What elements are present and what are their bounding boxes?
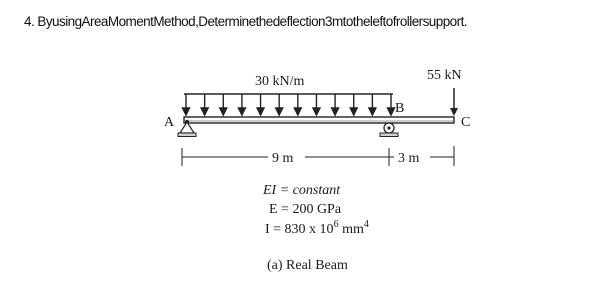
property-e: E = 200 GPa [269, 202, 342, 217]
property-i [265, 219, 369, 237]
property-i-exp1: 6 [333, 219, 339, 230]
distributed-load-arrowhead [220, 108, 227, 115]
point-load-label: 55 kN [427, 68, 462, 83]
beam [184, 117, 454, 123]
distributed-load-arrows [183, 94, 395, 115]
property-ei: EI = constant [263, 183, 341, 198]
distributed-load-arrowhead [294, 108, 301, 115]
point-b-label: B [395, 101, 405, 116]
distributed-load-arrowhead [276, 108, 283, 115]
problem-number: 4. [24, 14, 35, 29]
property-i-main: I = 830 x 10 [265, 222, 334, 237]
point-a-label: A [164, 115, 175, 130]
distributed-load-arrowhead [332, 108, 339, 115]
property-i-exp2: 4 [363, 219, 369, 230]
roller-support-b [380, 123, 398, 137]
distributed-load-arrowhead [369, 108, 376, 115]
point-c-label: C [461, 115, 471, 130]
point-load-arrow [450, 88, 458, 116]
distributed-load-arrowhead [257, 108, 264, 115]
dimension-overhang-label: 3 m [398, 151, 420, 166]
distributed-load-arrowhead [238, 108, 245, 115]
property-i-unit: mm [338, 222, 364, 237]
distributed-load-arrowhead [388, 108, 395, 115]
distributed-load-arrowhead [183, 108, 190, 115]
distributed-load-label: 30 kN/m [255, 74, 305, 89]
distributed-load-arrowhead [350, 108, 357, 115]
figure-caption: (a) Real Beam [267, 258, 348, 273]
problem-text: ByusingAreaMomentMethod,Determinethedeflection3mtotheleftofrollersupport. [37, 14, 467, 29]
dimension-span-label: 9 m [272, 151, 294, 166]
distributed-load-arrowhead [201, 108, 208, 115]
distributed-load-arrowhead [313, 108, 320, 115]
